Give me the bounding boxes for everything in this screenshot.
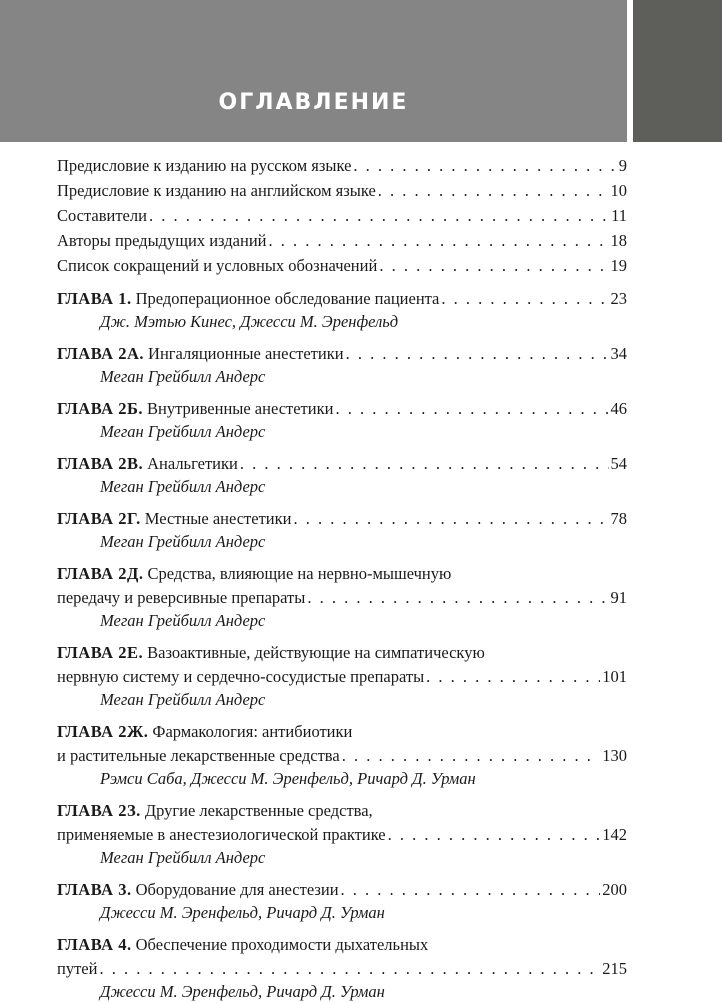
chapter-page: 130 [602,746,627,765]
chapter-label: ГЛАВА 2А. [57,344,145,363]
dot-leader [346,342,609,366]
chapter-title-line1: Средства, влияющие на нервно-мышечную [147,564,452,583]
toc-entry-title: Составители [57,206,147,225]
dot-leader [293,507,608,531]
chapter-page: 200 [602,880,627,899]
toc-entry-page: 11 [611,206,627,225]
toc-entry-page: 19 [610,256,627,275]
chapter-authors: Джесси М. Эренфельд, Ричард Д. Урман [100,982,385,1001]
chapter-page: 46 [610,399,627,418]
chapter-entry[interactable] [57,641,627,711]
chapter-entry[interactable] [57,720,627,790]
chapter-title-line1: Фармакология: антибиотики [152,722,353,741]
chapter-entry[interactable] [57,342,627,388]
toc-entry-page: 18 [610,231,627,250]
chapter-title-line1: Вазоактивные, действующие на симпатическую [147,643,485,662]
toc-entry[interactable] [57,229,627,253]
dot-leader [268,229,608,253]
table-of-contents [57,154,627,1003]
toc-entry-title: Авторы предыдущих изданий [57,231,267,250]
chapter-label: ГЛАВА 2З. [57,801,141,820]
chapter-title: Внутривенные анестетики [147,399,334,418]
chapter-authors: Меган Грейбилл Андерс [100,367,266,386]
chapter-title-line2: применяемые в анестезиологической практике [57,825,386,844]
chapter-label: ГЛАВА 2Г. [57,509,141,528]
toc-entry-page: 10 [610,181,627,200]
chapter-label: ГЛАВА 2Ж. [57,722,149,741]
chapter-title-line2: передачу и реверсивные препараты [57,588,306,607]
chapter-title-line2: и растительные лекарственные средства [57,746,340,765]
chapter-page: 78 [610,509,627,528]
chapter-authors: Джесси М. Эренфельд, Ричард Д. Урман [100,903,385,922]
page-title: ОГЛАВЛЕНИЕ [218,90,409,115]
chapter-label: ГЛАВА 2Б. [57,399,144,418]
dot-leader [149,204,609,228]
dot-leader [353,154,616,178]
dot-leader [426,665,600,689]
toc-entry-page: 9 [618,156,627,175]
toc-entry[interactable] [57,154,627,178]
dot-leader [441,287,608,311]
dot-leader [388,823,601,847]
chapter-authors: Меган Грейбилл Андерс [100,477,266,496]
chapter-title: Ингаляционные анестетики [148,344,344,363]
chapter-page: 34 [610,344,627,363]
chapter-title-line1: Другие лекарственные средства, [144,801,373,820]
chapter-entry[interactable] [57,933,627,1003]
chapter-authors: Меган Грейбилл Андерс [100,532,266,551]
chapter-authors: Дж. Мэтью Кинес, Джесси М. Эренфельд [100,312,399,331]
chapter-authors: Меган Грейбилл Андерс [100,690,266,709]
toc-entry[interactable] [57,204,627,228]
dot-leader [379,254,608,278]
chapter-title: Предоперационное обследование пациента [135,289,440,308]
chapter-authors: Рэмси Саба, Джесси М. Эренфельд, Ричард Д. Урман [100,769,476,788]
dot-leader [342,744,601,768]
chapter-title: Оборудование для анестезии [135,880,339,899]
chapter-entry[interactable] [57,878,627,924]
chapter-label: ГЛАВА 2Д. [57,564,144,583]
dot-leader [307,586,608,610]
chapter-label: ГЛАВА 1. [57,289,132,308]
dot-leader [378,179,609,203]
chapter-page: 91 [610,588,627,607]
chapter-label: ГЛАВА 2Е. [57,643,144,662]
chapter-title: Анальгетики [147,454,238,473]
dot-leader [341,878,601,902]
chapter-entry[interactable] [57,452,627,498]
chapter-page: 142 [602,825,627,844]
chapter-page: 23 [610,289,627,308]
chapter-entry[interactable] [57,287,627,333]
chapter-page: 54 [610,454,627,473]
chapter-title-line2: путей [57,959,98,978]
chapter-entry[interactable] [57,507,627,553]
chapter-authors: Меган Грейбилл Андерс [100,611,266,630]
chapter-entry[interactable] [57,799,627,869]
dot-leader [99,957,600,981]
chapter-label: ГЛАВА 4. [57,935,132,954]
chapter-title-line1: Обеспечение проходимости дыхательных [135,935,429,954]
dot-leader [335,397,608,421]
chapter-page: 101 [602,667,627,686]
chapter-entry[interactable] [57,397,627,443]
toc-entry-title: Список сокращений и условных обозначений [57,256,378,275]
chapter-page: 215 [602,959,627,978]
chapter-title-line2: нервную систему и сердечно-сосудистые препараты [57,667,425,686]
header-banner [0,0,627,142]
toc-entry[interactable] [57,254,627,278]
chapter-title: Местные анестетики [144,509,292,528]
chapter-authors: Меган Грейбилл Андерс [100,422,266,441]
side-tab [633,0,722,142]
toc-entry-title: Предисловие к изданию на русском языке [57,156,352,175]
chapter-entry[interactable] [57,562,627,632]
toc-entry[interactable] [57,179,627,203]
toc-entry-title: Предисловие к изданию на английском языке [57,181,376,200]
chapter-authors: Меган Грейбилл Андерс [100,848,266,867]
dot-leader [240,452,609,476]
chapter-label: ГЛАВА 2В. [57,454,144,473]
chapter-label: ГЛАВА 3. [57,880,132,899]
